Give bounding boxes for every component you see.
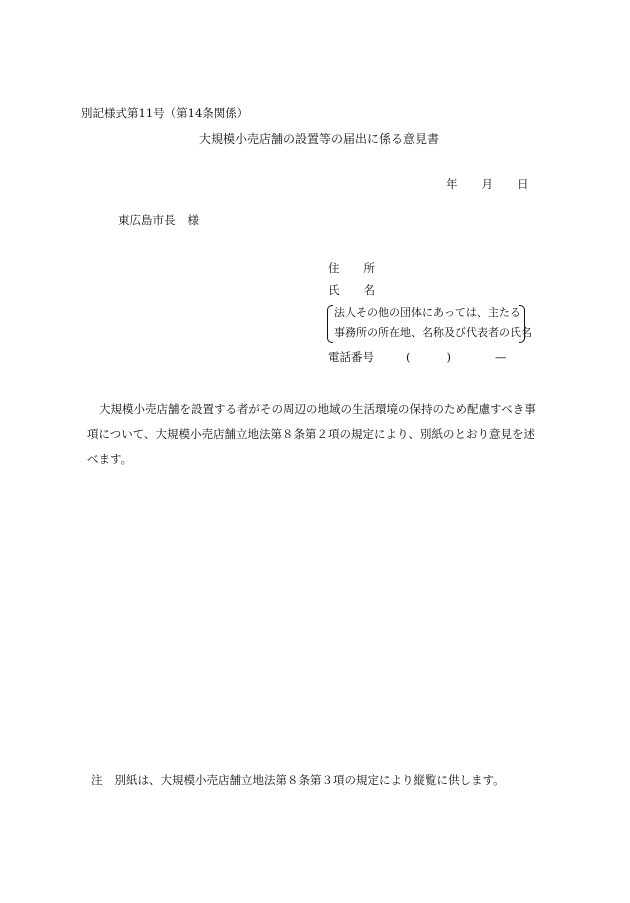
date-year-label: 年 <box>446 177 458 191</box>
opinion-body-paragraph <box>87 397 557 472</box>
document-title: 大規模小売店舗の設置等の届出に係る意見書 <box>199 132 440 146</box>
body-line-1: 大規模小売店舗を設置する者がその周辺の地域の生活環境の保持のため配慮すべき事 <box>99 402 536 416</box>
addressee-honorific: 様 <box>187 213 199 227</box>
address-label-char-2: 所 <box>363 261 375 275</box>
body-line-2: 項について、大規模小売店舗立地法第８条第２項の規定により、別紙のとおり意見を述 <box>87 427 536 441</box>
date-line <box>446 179 529 191</box>
right-bracket <box>519 305 525 343</box>
name-label-char-1: 氏 <box>328 283 340 297</box>
left-bracket <box>327 305 333 343</box>
name-label-char-2: 名 <box>363 283 375 297</box>
corporate-note-bracket <box>327 304 532 342</box>
form-number: 別記様式第11号（第14条関係） <box>81 106 249 120</box>
corporate-note-line-2: 事務所の所在地、名称及び代表者の氏名 <box>334 326 532 339</box>
addressee-name: 東広島市長 <box>118 213 176 227</box>
applicant-name-label <box>328 285 375 297</box>
phone-label: 電話番号 <box>328 350 374 364</box>
addressee <box>118 215 199 227</box>
footnote <box>91 775 505 787</box>
applicant-address-label <box>328 263 375 275</box>
date-day-label: 日 <box>517 177 529 191</box>
phone-dash: — <box>495 350 507 364</box>
footnote-label: 注 <box>91 773 103 787</box>
footnote-text: 別紙は、大規模小売店舗立地法第８条第３項の規定により縦覧に供します。 <box>114 773 505 787</box>
phone-area-open-paren: ( <box>406 350 411 364</box>
body-line-3: べます。 <box>87 452 133 466</box>
corporate-note-line-1: 法人その他の団体にあっては、主たる <box>334 306 521 319</box>
address-label-char-1: 住 <box>328 261 340 275</box>
phone-number-line <box>328 352 507 364</box>
date-month-label: 月 <box>481 177 493 191</box>
phone-area-close-paren: ) <box>446 350 451 364</box>
